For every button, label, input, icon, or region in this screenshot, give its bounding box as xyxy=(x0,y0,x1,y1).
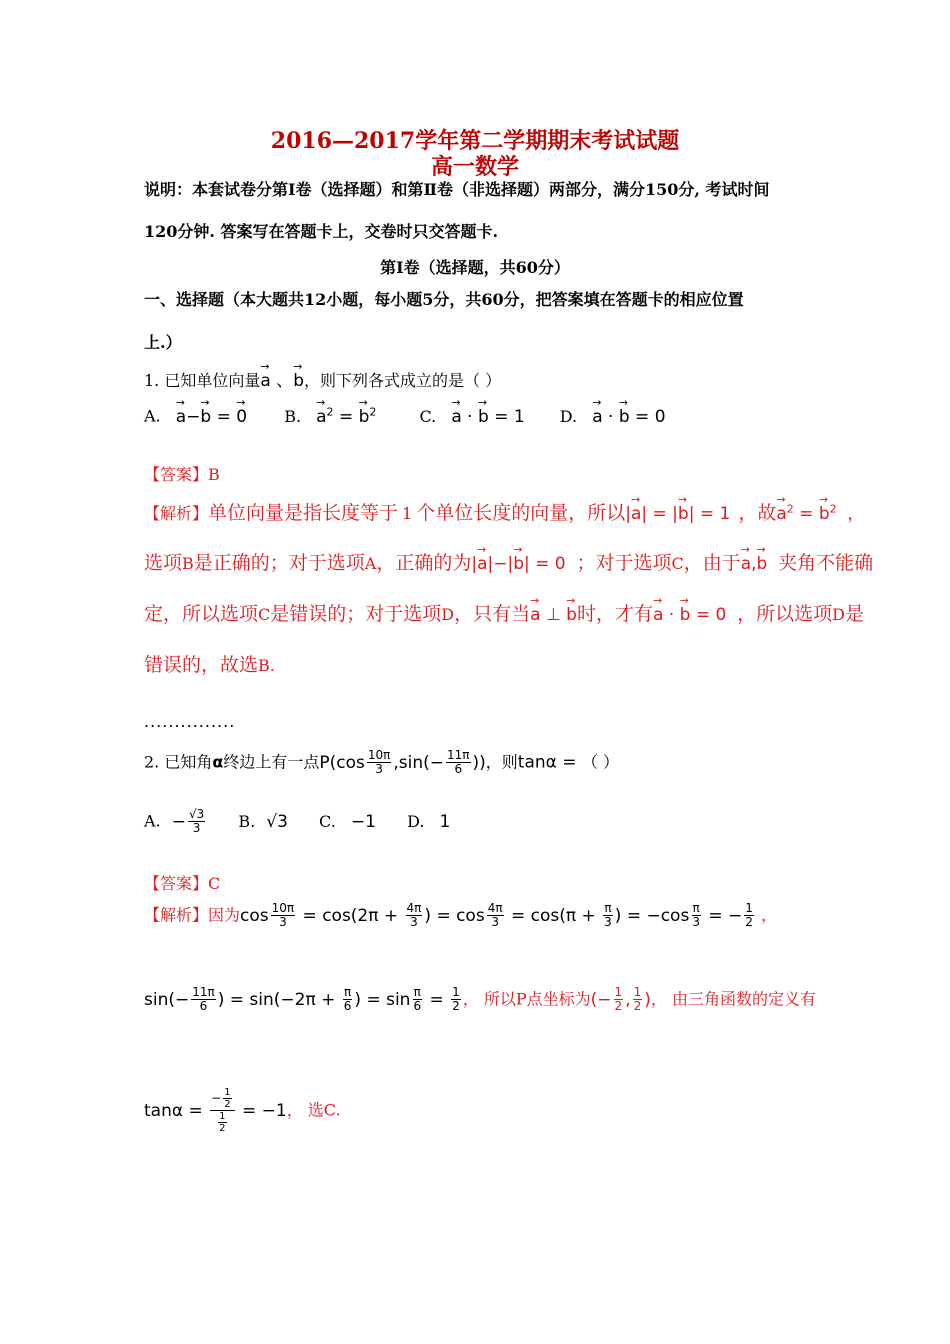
question-2-analysis-line-3 xyxy=(144,1087,341,1134)
instructions-line-1: 说明：本套试卷分第Ⅰ卷（选择题）和第Ⅱ卷（非选择题）两部分，满分150分, 考试时间 xyxy=(144,180,770,199)
q1-analysis-3i: 是 xyxy=(844,603,864,625)
q1-analysis-2h: ，由于 xyxy=(683,552,741,574)
q1-analysis-1d: ，故 xyxy=(738,502,777,524)
q1-analysis-tag: 【解析】 xyxy=(144,504,209,523)
q1-analysis-formula-6: → a · → b = 0 xyxy=(653,605,737,625)
q1-analysis-3c: 是错误的；对于选项 xyxy=(270,603,442,625)
q1-option-d-formula: → a · → b = 0 xyxy=(592,407,665,427)
q1-analysis-formula-5: → a ⊥ → b xyxy=(530,605,577,625)
q1-analysis-2c: 是正确的；对于选项 xyxy=(193,552,365,574)
q2-stem-alpha: α xyxy=(212,752,224,772)
q2-option-c-value: −1 xyxy=(350,811,376,832)
question-2-answer: 【答案】C xyxy=(144,874,221,893)
question-1-analysis-line-3 xyxy=(144,599,864,626)
q1-analysis-formula-4: → a,→ b xyxy=(741,554,778,574)
q1-option-a-label: A. xyxy=(144,406,161,426)
section-instructions-line-1: 一、选择题（本大题共12小题，每小题5分，共60分，把答案填在答题卡的相应位置 xyxy=(144,290,744,309)
q2-option-a-formula: − $\frac{√3}{3}$ xyxy=(171,807,205,835)
q1-analysis-2f: ；对于选项 xyxy=(576,552,672,574)
q2-point-formula: P(cos $\frac{10\pi}{3}$ ,sin(− $\frac{11\pi}{6}$ )) xyxy=(319,748,486,776)
question-1-analysis-line-4 xyxy=(144,650,275,677)
question-2-analysis-line-2 xyxy=(144,986,816,1013)
q1-analysis-3a: 定，所以选项 xyxy=(144,603,259,625)
question-1-vectors: → a 、→ b xyxy=(260,371,304,391)
q1-analysis-formula-2: → $a^2$ = → $b^2$ ， xyxy=(776,504,864,524)
q1-analysis-1c: 个单位长度的向量，所以 xyxy=(416,502,626,524)
question-1-analysis-line-2 xyxy=(144,548,873,575)
q1-option-b-formula: → $a^2$ = → $b^2$ xyxy=(316,407,376,427)
q1-analysis-4a: 错误的，故选 xyxy=(144,654,259,676)
q2-analysis-sin-formula: sin(− $\frac{11\pi}{6}$ ) = sin(−2π + $\frac{\pi}{6}$ ) = sin $\frac{\pi}{6}$ = $\frac{1}{2}$ xyxy=(144,985,460,1013)
q1-analysis-1a: 单位向量是指长度等于 xyxy=(208,502,399,524)
instructions-line-2: 120分钟. 答案写在答题卡上，交卷时只交答题卡. xyxy=(144,222,499,241)
q2-option-b-formula: √3 xyxy=(266,811,288,832)
q2-option-a-label: A. xyxy=(144,811,161,831)
q1-analysis-2i: 夹角不能确 xyxy=(778,552,874,574)
q2-analysis-cos-formula: cos $\frac{10\pi}{3}$ = cos(2π + $\frac{4\pi}{3}$ ) = cos $\frac{4\pi}{3}$ = cos(π + $\frac{\pi}{3}$ ) = −cos $\frac{\pi}{3}$ = − $\frac{1}{2}$ xyxy=(240,901,753,929)
question-1-options xyxy=(144,405,666,427)
question-1-analysis-line-1 xyxy=(144,498,864,525)
q1-option-b-label: B. xyxy=(284,406,302,426)
question-1-answer: 【答案】B xyxy=(144,465,220,484)
part-1-heading: 第Ⅰ卷（选择题，共60分） xyxy=(380,258,570,277)
question-1-stem xyxy=(144,366,501,391)
question-2-options xyxy=(144,808,450,835)
q1-analysis-2a: 选项 xyxy=(144,552,183,574)
question-1-stem-prefix: 1. 已知单位向量 xyxy=(144,371,261,390)
exam-subtitle: 高一数学 xyxy=(430,154,519,180)
q2-analysis-tan-formula: tanα = − $\frac{1}{2}$ $\frac{1}{2}$ = −1 xyxy=(144,1087,287,1134)
q1-analysis-formula-1: |→ a| = |→ b| = 1 xyxy=(625,504,730,524)
q2-option-c-label: C. xyxy=(319,811,336,831)
q1-analysis-3f: 时，才有 xyxy=(576,603,653,625)
q1-analysis-3h: D xyxy=(832,605,845,624)
q1-analysis-2d: A xyxy=(364,554,377,573)
section-instructions-line-2: 上.） xyxy=(144,333,182,352)
q2-option-d-value: 1 xyxy=(439,811,451,832)
q1-analysis-3b: C xyxy=(258,605,271,624)
q1-analysis-formula-3: |→ a|−|→ b| = 0 xyxy=(471,554,576,574)
q2-stem-prefix: 2. 已知角 xyxy=(144,752,213,772)
exam-title: 2016—2017学年第二学期期末考试试题 xyxy=(270,128,680,154)
question-2-analysis-line-1: 【解析】因为cos $\frac{10\pi}{3}$ = cos(2π + $\frac{4\pi}{3}$ ) = cos $\frac{4\pi}{3}$ = cos(π + $\frac{\pi}{3}$ ) = −cos $\frac{\pi}{3}$ = − $\frac{1}{2}$ ， xyxy=(144,901,777,929)
q1-analysis-2e: ，正确的为 xyxy=(376,552,472,574)
q1-analysis-3e: ，只有当 xyxy=(454,603,531,625)
q1-analysis-3g: ，所以选项 xyxy=(737,603,833,625)
q2-analysis-choose: ， 选C. xyxy=(286,1100,341,1120)
q1-analysis-2g: C xyxy=(671,554,684,573)
q2-analysis-so: ， 所以P点坐标为 xyxy=(462,989,591,1009)
q1-analysis-4b: B. xyxy=(258,656,275,675)
q1-option-c-label: C. xyxy=(419,406,437,426)
q2-analysis-point-coord: (− $\frac{1}{2}$ , $\frac{1}{2}$ ) xyxy=(590,985,651,1013)
q2-analysis-because: 因为 xyxy=(208,905,241,925)
q2-tan-alpha: tanα = xyxy=(517,752,582,773)
separator-dots: ............... xyxy=(144,712,236,731)
question-1-stem-suffix: ，则下列各式成立的是（ ） xyxy=(303,371,502,390)
q1-analysis-2b: B xyxy=(182,554,194,573)
q2-stem-suffix: （ ） xyxy=(581,752,620,772)
q1-analysis-3d: D xyxy=(441,605,455,624)
q2-analysis-def: ， 由三角函数的定义有 xyxy=(650,989,816,1009)
q2-stem-then: ，则 xyxy=(485,752,518,772)
q2-option-b-label: B. xyxy=(238,811,256,831)
q1-option-d-label: D. xyxy=(559,406,578,426)
q2-stem-mid: 终边上有一点 xyxy=(223,752,320,772)
q2-option-d-label: D. xyxy=(407,811,425,831)
q2-analysis-tag: 【解析】 xyxy=(144,905,209,925)
q1-option-a-formula: → a−→ b = → 0 xyxy=(176,407,247,427)
q1-option-c-formula: → a · → b = 1 xyxy=(451,407,524,427)
question-2-stem xyxy=(144,749,619,776)
q1-analysis-1b: 1 xyxy=(402,504,413,523)
